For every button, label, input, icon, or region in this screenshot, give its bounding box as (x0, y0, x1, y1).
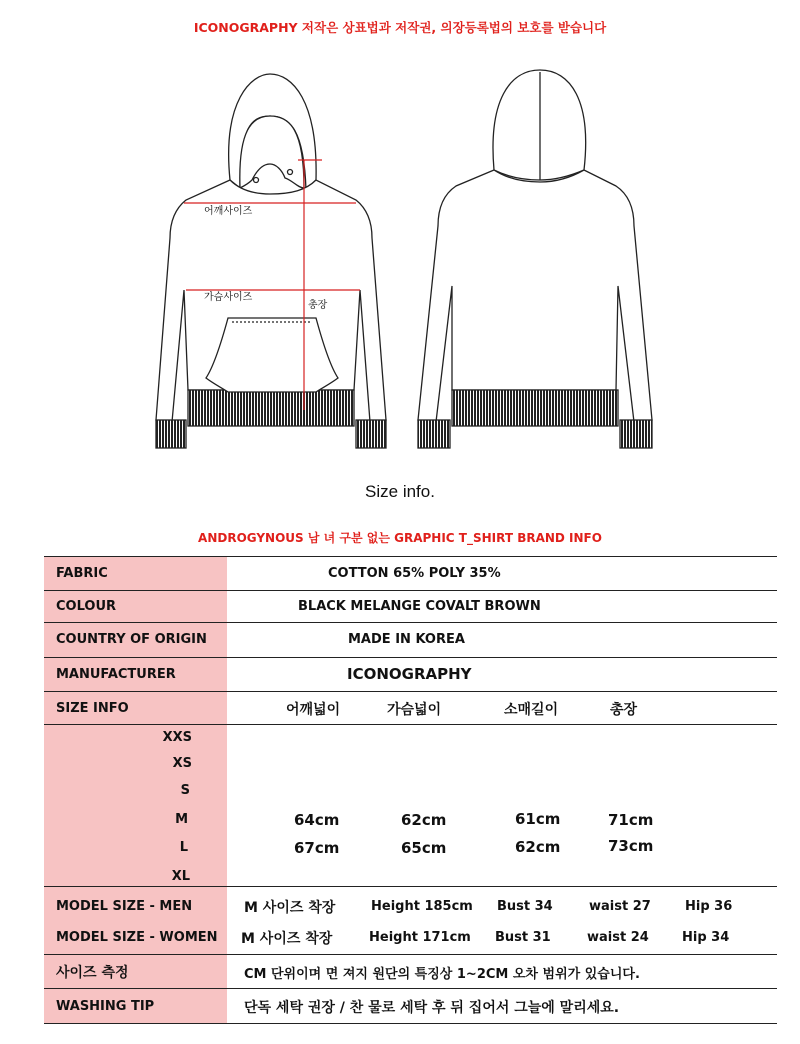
header-length: 총장 (610, 702, 638, 718)
fabric-label: FABRIC (56, 566, 108, 581)
washing-label: WASHING TIP (56, 999, 155, 1014)
chest-size-label: 가슴사이즈 (204, 292, 253, 303)
m-length: 71cm (608, 811, 654, 829)
m-chest: 62cm (401, 811, 447, 829)
m-shoulder: 64cm (294, 811, 340, 829)
size-m: M (175, 812, 188, 827)
origin-label: COUNTRY OF ORIGIN (56, 632, 207, 647)
header-chest: 가슴넓이 (387, 702, 442, 718)
fabric-value: COTTON 65% POLY 35% (328, 566, 501, 581)
hoodie-flat-drawings (0, 60, 800, 470)
header-shoulder: 어깨넓이 (286, 702, 341, 718)
manufacturer-label: MANUFACTURER (56, 667, 176, 682)
copyright-notice: ICONOGRAPHY 저작은 상표법과 저작권, 의장등록법의 보호를 받습니다 (193, 20, 607, 35)
model-women-size: M 사이즈 착장 (241, 931, 333, 947)
size-xxs: XXS (162, 730, 192, 745)
model-men-size: M 사이즈 착장 (244, 900, 336, 916)
model-men-label: MODEL SIZE - MEN (56, 899, 193, 914)
model-men-height: Height 185cm (371, 899, 473, 914)
l-chest: 65cm (401, 839, 447, 857)
washing-value: 단독 세탁 권장 / 찬 물로 세탁 후 뒤 집어서 그늘에 말리세요. (244, 1000, 620, 1016)
total-length-label: 총장 (308, 300, 328, 311)
model-women-label: MODEL SIZE - WOMEN (56, 930, 218, 945)
model-men-bust: Bust 34 (497, 899, 553, 914)
model-women-hip: Hip 34 (682, 930, 730, 945)
size-xs: XS (172, 756, 192, 771)
size-l: L (179, 840, 188, 855)
measure-value: CM 단위이며 면 져지 원단의 특징상 1~2CM 오차 범위가 있습니다. (244, 967, 640, 982)
hoodie-back-view (418, 70, 652, 448)
size-s: S (180, 783, 190, 798)
colour-label: COLOUR (56, 599, 117, 614)
size-info-title: Size info. (365, 482, 435, 501)
l-sleeve: 62cm (515, 838, 561, 856)
model-women-height: Height 171cm (369, 930, 471, 945)
product-info-table (44, 556, 777, 1024)
m-sleeve: 61cm (515, 810, 561, 828)
hoodie-drawing-svg (0, 60, 800, 470)
model-women-bust: Bust 31 (495, 930, 551, 945)
manufacturer-value: ICONOGRAPHY (347, 665, 472, 683)
measure-label: 사이즈 측정 (56, 965, 129, 981)
model-men-hip: Hip 36 (685, 899, 733, 914)
shoulder-size-label: 어깨사이즈 (204, 206, 253, 217)
size-info-label: SIZE INFO (56, 701, 129, 716)
origin-value: MADE IN KOREA (348, 632, 465, 647)
header-sleeve: 소매길이 (504, 702, 559, 718)
model-men-waist: waist 27 (589, 899, 651, 914)
brand-info-heading: ANDROGYNOUS 남 녀 구분 없는 GRAPHIC T_SHIRT BRAND INFO (198, 531, 602, 545)
l-shoulder: 67cm (294, 839, 340, 857)
hoodie-front-view (156, 74, 386, 448)
colour-value: BLACK MELANGE COVALT BROWN (298, 599, 541, 614)
l-length: 73cm (608, 837, 654, 855)
size-xl: XL (171, 869, 190, 884)
model-women-waist: waist 24 (587, 930, 649, 945)
